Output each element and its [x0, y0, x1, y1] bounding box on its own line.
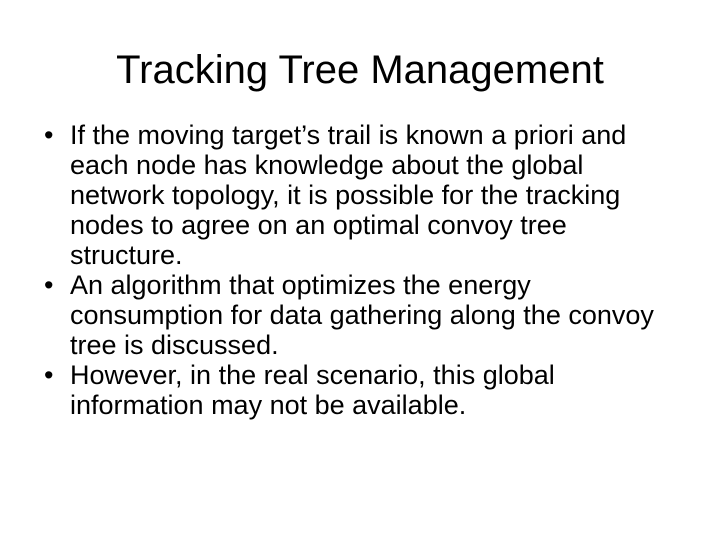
- bullet-item: [44, 120, 684, 270]
- bullet-item: [44, 270, 684, 360]
- bullet-item: [44, 360, 684, 420]
- bullet-text: If the moving target’s trail is known a priori and each node has knowledge about the global network topology, it is possible for the tracking nodes to agree on an optimal convoy tree structure.: [70, 120, 627, 270]
- bullet-text: An algorithm that optimizes the energy consumption for data gathering along the convoy tree is discussed.: [70, 270, 654, 360]
- bullet-icon: •: [44, 360, 54, 390]
- slide-title: Tracking Tree Management: [116, 48, 604, 92]
- bullet-icon: •: [44, 120, 54, 150]
- bullet-list: [44, 120, 684, 420]
- bullet-icon: •: [44, 270, 54, 300]
- bullet-text: However, in the real scenario, this global information may not be available.: [70, 360, 555, 420]
